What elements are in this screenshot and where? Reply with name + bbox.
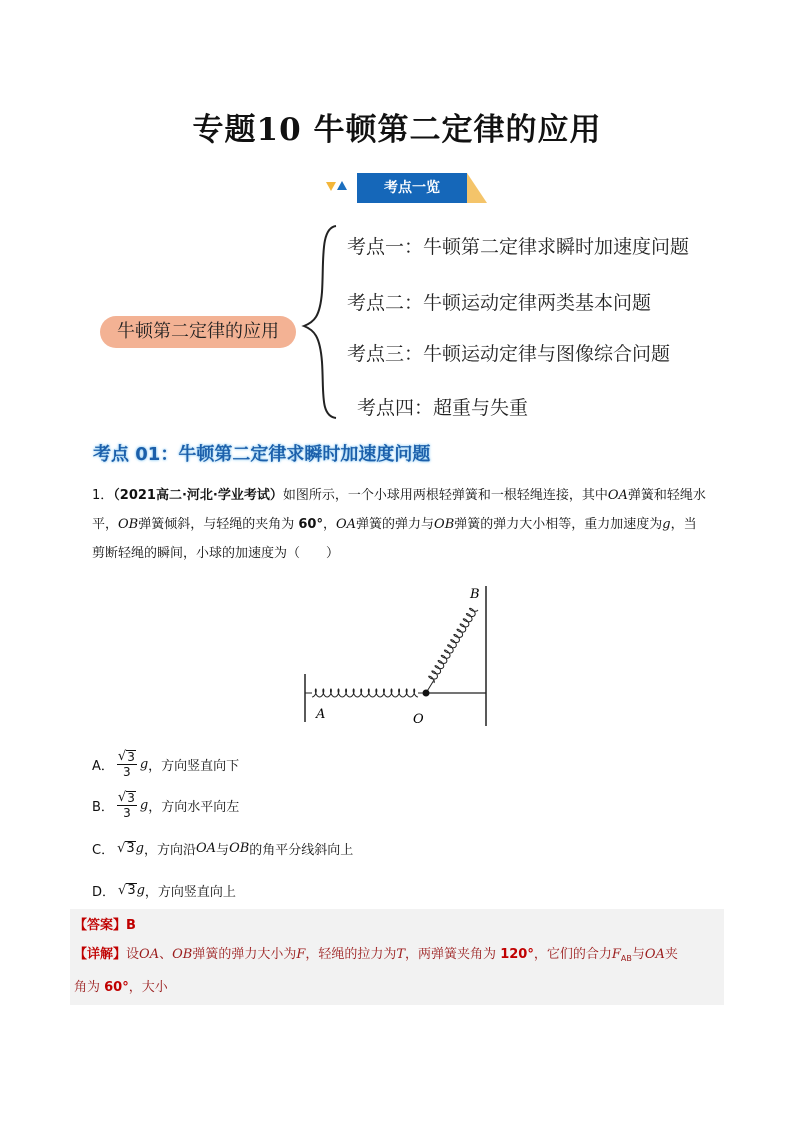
answer-text: [74, 911, 724, 1002]
label-o: O: [413, 712, 424, 727]
section-banner: [326, 170, 492, 206]
question-text: [92, 481, 724, 568]
mindmap-item-3: 考点三：牛顿运动定律与图像综合问题: [347, 343, 671, 365]
triangle-up-icon: [337, 181, 347, 190]
option-d[interactable]: D． √ 3 g ，方向竖直向上: [92, 883, 236, 900]
mindmap-item-2: 考点二：牛顿运动定律两类基本问题: [347, 292, 652, 314]
label-b: B: [470, 587, 480, 602]
banner-label: 考点一览: [357, 173, 467, 203]
detail-line-1: 【详解】设OA、OB弹簧的弹力大小为F，轻绳的拉力为T，两弹簧夹角为 120°，它们的合力$F_{AB}$与OA夹: [74, 947, 678, 963]
page-title: 专题10 牛顿第二定律的应用: [192, 112, 602, 148]
spring-figure: [300, 582, 496, 732]
option-b[interactable]: B． √ 3 3 g ，方向水平向左: [92, 790, 240, 820]
question-line-2: 平，OB弹簧倾斜，与轻绳的夹角为 60°，OA弹簧的弹力与OB弹簧的弹力大小相等，重力加速度为g，当: [92, 517, 697, 532]
banner-accent: [467, 173, 487, 203]
mindmap-item-1: 考点一：牛顿第二定律求瞬时加速度问题: [347, 236, 690, 258]
section-heading: 考点 01：牛顿第二定律求瞬时加速度问题: [93, 444, 431, 465]
question-line-3: 剪断轻绳的瞬间，小球的加速度为（ ）: [92, 546, 340, 561]
option-c[interactable]: C． √ 3 g ，方向沿 OA 与 OB 的角平分线斜向上: [92, 841, 354, 858]
option-a[interactable]: A． √ 3 3 g ，方向竖直向下: [92, 749, 240, 779]
detail-line-2: 角为 60°，大小: [74, 980, 168, 995]
mindmap-brace: [300, 222, 340, 422]
answer-line: 【答案】B: [74, 918, 136, 933]
ball: [423, 690, 430, 697]
triangle-down-icon: [326, 182, 336, 191]
question-line-1: 1．（2021高二·河北·学业考试）如图所示，一个小球用两根轻弹簧和一根轻绳连接，其中OA弹簧和轻绳水: [92, 488, 706, 503]
label-a: A: [316, 707, 326, 722]
mindmap-root: 牛顿第二定律的应用: [100, 316, 296, 348]
mindmap-item-4: 考点四：超重与失重: [357, 397, 529, 419]
